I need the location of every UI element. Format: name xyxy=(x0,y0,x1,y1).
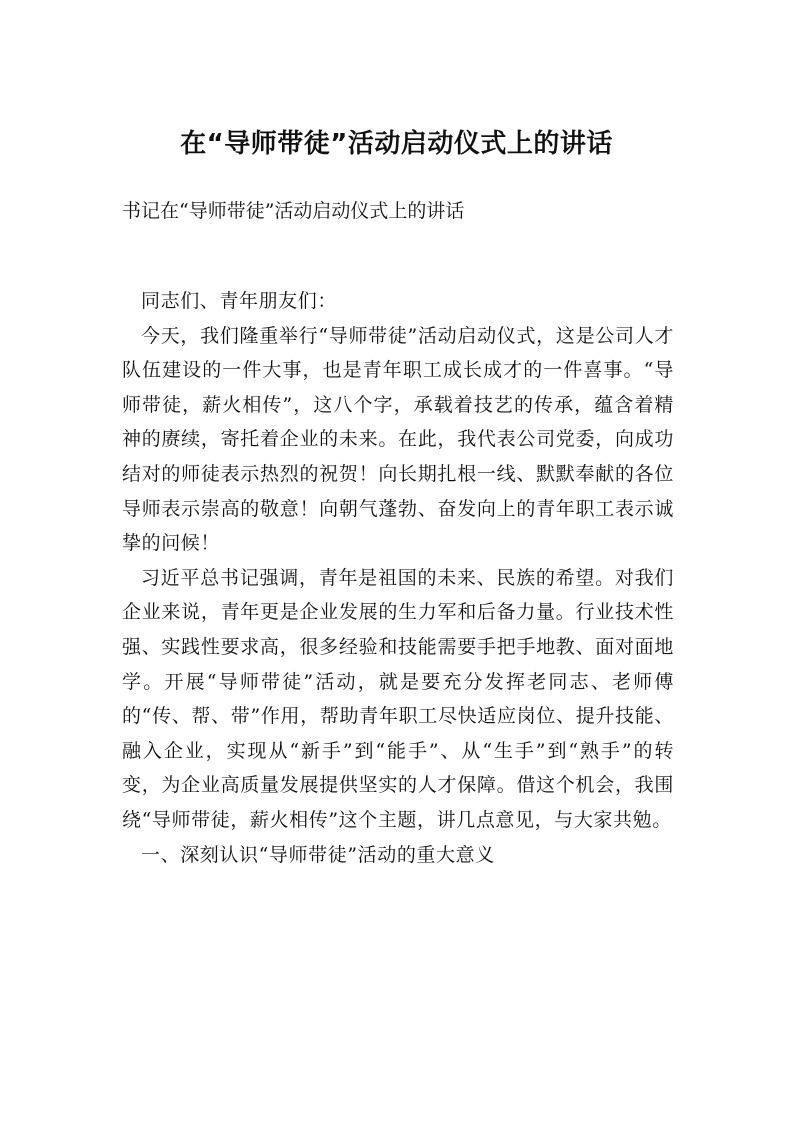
document-title: 在“导师带徒”活动启动仪式上的讲话 xyxy=(180,129,613,159)
body-paragraph-1: 今天，我们隆重举行“导师带徒”活动启动仪式，这是公司人才队伍建设的一件大事，也是青年职工成长成才的一件喜事。“导师带徒，薪火相传”，这八个字，承载着技艺的传承，蕴含着精神的赓续，寄托着企业的未来。在此，我代表公司党委，向成功结对的师徒表示热烈的祝贺！向长期扎根一线、默默奉献的各位导师表示崇高的敬意！向朝气蓬勃、奋发向上的青年职工表示诚挚的问候！ xyxy=(122,324,674,555)
document-subtitle: 书记在“导师带徒”活动启动仪式上的讲话 xyxy=(122,200,465,222)
document-body xyxy=(122,284,674,872)
greeting-line: 同志们、青年朋友们： xyxy=(141,290,338,312)
body-paragraph-2: 习近平总书记强调，青年是祖国的未来、民族的希望。对我们企业来说，青年更是企业发展的生力军和后备力量。行业技术性强、实践性要求高，很多经验和技能需要手把手地教、面对面地学。开展“导师带徒”活动，就是要充分发挥老同志、老师傅的“传、帮、带”作用，帮助青年职工尽快适应岗位、提升技能、融入企业，实现从“新手”到“能手”、从“生手”到“熟手”的转变，为企业高质量发展提供坚实的人才保障。借这个机会，我围绕“导师带徒，薪火相传”这个主题，讲几点意见，与大家共勉。 xyxy=(122,566,674,831)
section-heading: 一、深刻认识“导师带徒”活动的重大意义 xyxy=(141,843,495,866)
